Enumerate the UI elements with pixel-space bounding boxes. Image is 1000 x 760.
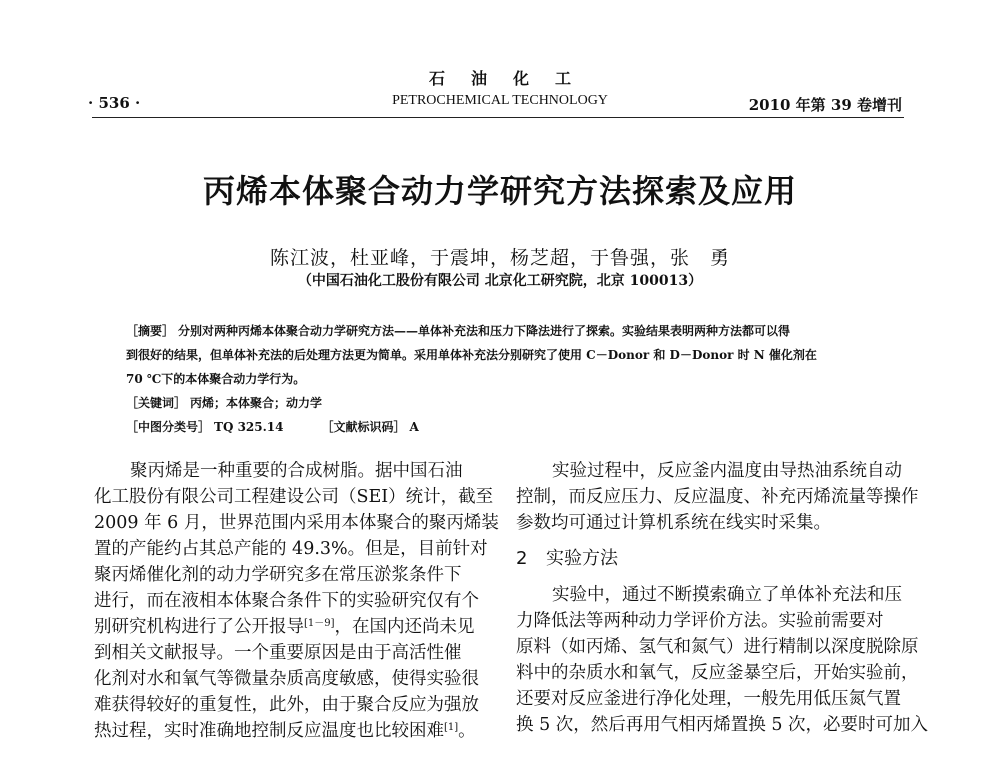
body-line: 化工股份有限公司工程建设公司（SEI）统计，截至	[94, 487, 494, 507]
journal-name-en: PETROCHEMICAL TECHNOLOGY	[392, 93, 608, 108]
body-line: 料中的杂质水和氧气，反应釜暴空后，开始实验前，	[516, 663, 919, 683]
class-value: TQ 325.14	[214, 420, 284, 434]
section-heading	[516, 546, 908, 572]
body-line: 到相关文献报导。一个重要原因是由于高活性催	[94, 643, 462, 663]
body-line: 置的产能约占其总产能的 49.3%。但是，目前针对	[94, 539, 488, 559]
keywords-text: 丙烯；本体聚合；动力学	[190, 396, 323, 410]
body-line: 实验过程中，反应釜内温度由导热油系统自动	[552, 461, 902, 481]
journal-name-cn: 石油化工	[428, 69, 597, 88]
issue-info: 2010 年第 39 卷增刊	[748, 96, 902, 114]
body-text: 。	[458, 721, 476, 741]
body-line: 进行，而在液相本体聚合条件下的实验研究仅有个	[94, 591, 479, 611]
classification-line	[126, 418, 419, 435]
body-text: 别研究机构进行了公开报导	[94, 617, 304, 637]
keywords-label: ［关键词］	[126, 396, 187, 410]
citation: [1－9]	[304, 618, 335, 629]
body-line: 聚丙烯催化剂的动力学研究多在常压淤浆条件下	[94, 565, 462, 585]
body-text: 热过程，实时准确地控制反应温度也比较困难	[94, 721, 444, 741]
body-line: 力降低法等两种动力学评价方法。实验前需要对	[516, 611, 884, 631]
keywords-line	[126, 394, 322, 411]
page-number: · 536 ·	[88, 94, 141, 112]
body-text: ，在国内还尚未见	[334, 617, 475, 637]
body-line: 2009 年 6 月，世界范围内采用本体聚合的聚丙烯装	[94, 513, 499, 533]
body-line: 换 5 次，然后再用气相丙烯置换 5 次，必要时可加入	[516, 715, 929, 735]
affiliation: （中国石油化工股份有限公司 北京化工研究院，北京 100013）	[297, 273, 703, 289]
abstract-line: 70 ℃下的本体聚合动力学行为。	[126, 372, 306, 386]
body-line: 还要对反应釜进行净化处理，一般先用低压氮气置	[516, 689, 901, 709]
body-line: 聚丙烯是一种重要的合成树脂。据中国石油	[130, 461, 463, 481]
body-line: 实验中，通过不断摸索确立了单体补充法和压	[552, 585, 902, 605]
body-line: 原料（如丙烯、氢气和氮气）进行精制以深度脱除原	[516, 637, 919, 657]
body-line: 难获得较好的重复性，此外，由于聚合反应为强放	[94, 695, 479, 715]
section-number: 2	[516, 548, 528, 569]
article-title: 丙烯本体聚合动力学研究方法探索及应用	[202, 172, 797, 210]
abstract-label: ［摘要］	[126, 324, 175, 338]
body-line: 参数均可通过计算机系统在线实时采集。	[516, 513, 831, 533]
author-list: 陈江波，杜亚峰，于震坤，杨芝超，于鲁强，张 勇	[269, 247, 730, 269]
abstract-line: 到很好的结果，但单体补充法的后处理方法更为简单。采用单体补充法分别研究了使用 C－Donor 和 D－Donor 时 N 催化剂在	[126, 348, 817, 362]
body-line	[94, 614, 492, 640]
abstract-line	[126, 322, 790, 339]
abstract-text: 分别对两种丙烯本体聚合动力学研究方法——单体补充法和压力下降法进行了探索。实验结果表明两种方法都可以得	[178, 324, 791, 338]
citation: [1]	[444, 722, 459, 733]
body-line: 化剂对水和氧气等微量杂质高度敏感，使得实验很	[94, 669, 479, 689]
body-line	[94, 718, 492, 744]
left-column	[94, 458, 499, 744]
doc-code-label: ［文献标识码］	[321, 420, 406, 434]
section-title: 实验方法	[546, 548, 618, 569]
header-rule	[92, 117, 904, 118]
body-line: 控制，而反应压力、反应温度、补充丙烯流量等操作	[516, 487, 919, 507]
class-label: ［中图分类号］	[126, 420, 211, 434]
right-column	[516, 458, 929, 738]
doc-code-value: A	[409, 420, 419, 434]
